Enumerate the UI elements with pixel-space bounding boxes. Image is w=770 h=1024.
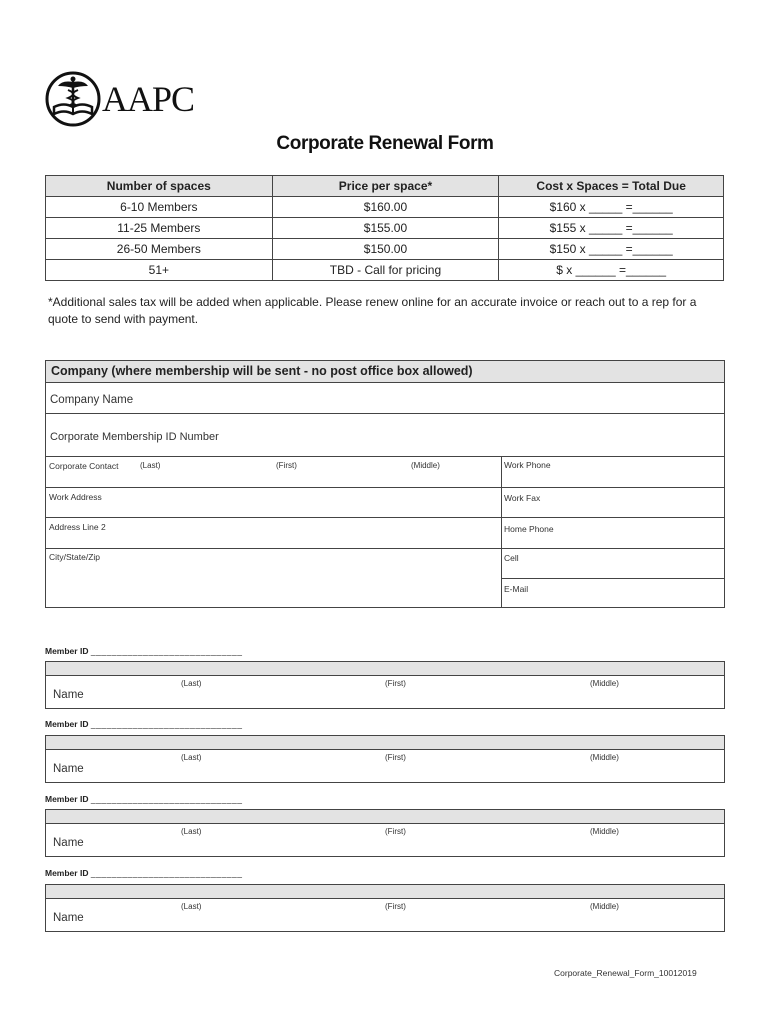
company-name-field[interactable] (46, 383, 724, 414)
member-name-box[interactable] (45, 661, 725, 709)
aapc-logo (44, 70, 194, 128)
middle-sublabel: (Middle) (590, 902, 619, 911)
form-footer-code: Corporate_Renewal_Form_10012019 (554, 968, 697, 978)
member-id-field[interactable] (45, 646, 242, 656)
name-label: Name (53, 763, 84, 775)
cell-field[interactable] (501, 549, 724, 579)
shaded-band (46, 736, 724, 750)
member-id-label: Member ID (45, 868, 89, 878)
email-label: E-Mail (504, 584, 529, 594)
middle-sublabel: (Middle) (590, 679, 619, 688)
work-phone-label: Work Phone (504, 460, 551, 470)
email-field[interactable] (501, 579, 724, 607)
column-header: Cost x Spaces = Total Due (499, 176, 724, 197)
table-cell: $150.00 (272, 239, 499, 260)
column-header: Price per space* (272, 176, 499, 197)
company-section (45, 360, 725, 608)
last-sublabel: (Last) (140, 461, 161, 470)
sales-tax-note: *Additional sales tax will be added when applicable. Please renew online for an accurate invoice or reach out to a rep for a quote to send with payment. (48, 295, 697, 326)
first-sublabel: (First) (385, 679, 406, 688)
table-row (46, 260, 724, 281)
table-cell: 26-50 Members (46, 239, 273, 260)
company-section-header: Company (where membership will be sent - no post office box allowed) (46, 361, 724, 383)
home-phone-label: Home Phone (504, 524, 554, 534)
last-sublabel: (Last) (181, 902, 202, 911)
company-name-label: Company Name (50, 394, 134, 406)
table-cell: 11-25 Members (46, 218, 273, 239)
member-id-line: _____________________________ (90, 646, 243, 656)
name-label: Name (53, 912, 84, 924)
cell-label: Cell (504, 553, 519, 563)
middle-sublabel: (Middle) (411, 461, 440, 470)
member-id-field[interactable] (45, 719, 242, 729)
first-sublabel: (First) (385, 753, 406, 762)
member-name-box[interactable] (45, 809, 725, 857)
column-header: Number of spaces (46, 176, 273, 197)
address-line2-label: Address Line 2 (49, 522, 106, 532)
member-id-line: _____________________________ (90, 794, 243, 804)
member-id-field[interactable] (45, 868, 242, 878)
table-cell[interactable]: $150 x _____ =______ (499, 239, 724, 260)
member-id-line: _____________________________ (90, 868, 243, 878)
home-phone-field[interactable] (501, 518, 724, 549)
address-line2-field[interactable] (46, 518, 501, 549)
table-row (46, 239, 724, 260)
table-row (46, 218, 724, 239)
page-title: Corporate Renewal Form (276, 133, 494, 154)
corporate-contact-field[interactable] (46, 457, 501, 488)
shaded-band (46, 885, 724, 899)
pricing-table (45, 175, 724, 281)
table-cell: $160.00 (272, 197, 499, 218)
pricing-header-row (46, 176, 724, 197)
membership-id-field[interactable] (46, 414, 724, 457)
first-sublabel: (First) (385, 827, 406, 836)
name-label: Name (53, 837, 84, 849)
caduceus-book-icon (44, 70, 102, 128)
work-address-field[interactable] (46, 488, 501, 518)
work-address-label: Work Address (49, 492, 102, 502)
name-label: Name (53, 689, 84, 701)
member-name-box[interactable] (45, 735, 725, 783)
table-cell: TBD - Call for pricing (272, 260, 499, 281)
last-sublabel: (Last) (181, 679, 202, 688)
city-state-zip-label: City/State/Zip (49, 552, 101, 562)
member-id-line: _____________________________ (90, 719, 243, 729)
shaded-band (46, 810, 724, 824)
last-sublabel: (Last) (181, 753, 202, 762)
membership-id-label: Corporate Membership ID Number (50, 431, 219, 443)
table-cell: $155.00 (272, 218, 499, 239)
middle-sublabel: (Middle) (590, 827, 619, 836)
member-id-label: Member ID (45, 719, 89, 729)
middle-sublabel: (Middle) (590, 753, 619, 762)
logo-text: AAPC (102, 79, 195, 119)
first-sublabel: (First) (385, 902, 406, 911)
member-id-label: Member ID (45, 794, 89, 804)
member-id-label: Member ID (45, 646, 89, 656)
table-cell[interactable]: $160 x _____ =______ (499, 197, 724, 218)
member-id-field[interactable] (45, 794, 242, 804)
corporate-contact-label: Corporate Contact (49, 461, 119, 471)
member-name-box[interactable] (45, 884, 725, 932)
last-sublabel: (Last) (181, 827, 202, 836)
table-row (46, 197, 724, 218)
city-state-zip-field[interactable] (46, 549, 501, 607)
table-cell: 6-10 Members (46, 197, 273, 218)
shaded-band (46, 662, 724, 676)
work-fax-field[interactable] (501, 488, 724, 518)
first-sublabel: (First) (276, 461, 297, 470)
work-phone-field[interactable] (501, 457, 724, 488)
table-cell[interactable]: $155 x _____ =______ (499, 218, 724, 239)
work-fax-label: Work Fax (504, 493, 541, 503)
table-cell: 51+ (46, 260, 273, 281)
table-cell[interactable]: $ x ______ =______ (499, 260, 724, 281)
